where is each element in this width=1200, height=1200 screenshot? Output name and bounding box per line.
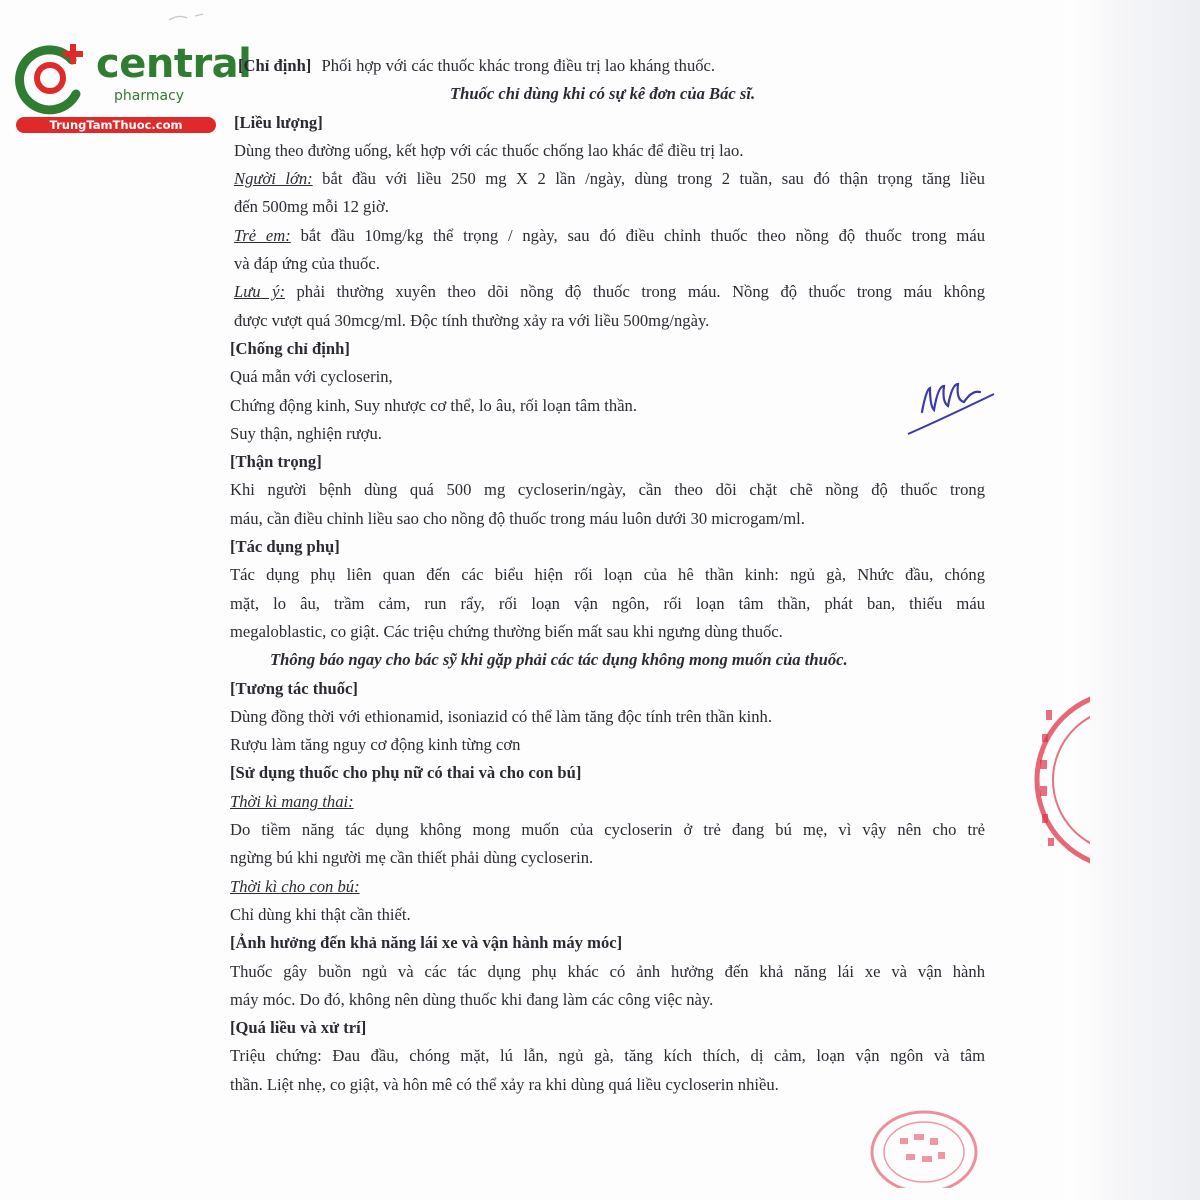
scan-speck-mark xyxy=(165,8,215,26)
than-trong-text: Khi người bệnh dùng quá 500 mg cycloserin/ngày, cần theo dõi chặt chẽ nồng độ thuốc trong xyxy=(230,480,985,500)
tre-em-label: Trẻ em: xyxy=(234,225,291,245)
tuong-tac-item: Rượu làm tăng nguy cơ động kinh từng cơn xyxy=(230,735,521,755)
phu-nu-heading: [Sử dụng thuốc cho phụ nữ có thai và cho con bú] xyxy=(230,763,582,783)
luu-y-text: phải thường xuyên theo dõi nồng độ thuốc trong máu. Nồng độ thuốc trong máu không xyxy=(296,282,986,302)
lai-xe-text-2: máy móc. Do đó, không nên dùng thuốc khi đang làm các công việc này. xyxy=(230,989,714,1009)
central-pharmacy-logo[interactable] xyxy=(10,38,252,138)
than-trong-heading: [Thận trọng] xyxy=(230,452,322,472)
page-edge-shade xyxy=(1065,0,1200,1200)
nguoi-lon-text-2: đến 500mg mỗi 12 giờ. xyxy=(234,197,389,217)
logo-site-link[interactable]: TrungTamThuoc.com xyxy=(16,117,216,133)
tuong-tac-item: Dùng đồng thời với ethionamid, isoniazid có thể làm tăng độc tính trên thần kinh. xyxy=(230,706,773,726)
chong-chi-dinh-heading: [Chống chỉ định] xyxy=(230,338,350,358)
tac-dung-phu-text: Tác dụng phụ liên quan đến các biểu hiện rối loạn của hê thần kinh: ngủ gà, Nhức đầu, chóng xyxy=(230,565,985,585)
qua-lieu-text: Triệu chứng: Đau đầu, chóng mặt, lú lẫn, ngủ gà, tăng kích thích, dị cảm, loạn vận ngôn và tâm xyxy=(230,1046,985,1066)
lai-xe-heading: [Ảnh hưởng đến khả năng lái xe và vận hành máy móc] xyxy=(230,933,623,953)
mang-thai-text: Do tiềm năng tác dụng không mong muốn của cycloserin ở trẻ đang bú mẹ, vì vậy nên cho trẻ xyxy=(230,820,985,840)
cho-con-bu-label-text: Thời kì cho con bú: xyxy=(230,876,360,896)
lieu-luong-heading: [Liều lượng] xyxy=(234,112,323,132)
chi-dinh-line xyxy=(230,52,985,80)
tre-em-text: bắt đầu 10mg/kg thể trọng / ngày, sau đó điều chỉnh thuốc theo nồng độ thuốc trong máu xyxy=(300,225,985,245)
tac-dung-phu-heading: [Tác dụng phụ] xyxy=(230,537,340,557)
tuong-tac-heading: [Tương tác thuốc] xyxy=(230,678,358,698)
cho-con-bu-text: Chỉ dùng khi thật cần thiết. xyxy=(230,904,411,924)
logo-subtitle: pharmacy xyxy=(114,88,185,104)
nguoi-lon-label: Người lớn: xyxy=(234,169,313,189)
chong-chi-dinh-item: Quá mẫn với cycloserin, xyxy=(230,367,393,387)
nguoi-lon-text: bắt đầu với liều 250 mg X 2 lần /ngày, dùng trong 2 tuần, sau đó thận trọng tăng liều xyxy=(322,169,985,189)
red-stamp-partial xyxy=(1030,690,1090,870)
chi-dinh-text: Phối hợp với các thuốc khác trong điều trị lao kháng thuốc. xyxy=(321,56,716,75)
chong-chi-dinh-item: Suy thận, nghiện rượu. xyxy=(230,423,382,443)
logo-c-cross-icon xyxy=(10,38,92,120)
mang-thai-label xyxy=(230,788,985,816)
mang-thai-text-2: ngừng bú khi người mẹ cần thiết phải dùng cycloserin. xyxy=(230,848,594,868)
chi-dinh-label: [Chỉ định] xyxy=(238,56,312,75)
qua-lieu-text-2: thần. Liệt nhẹ, co giật, và hôn mê có thể xảy ra khi dùng quá liều cycloserin nhiều. xyxy=(230,1074,779,1094)
tac-dung-phu-text-3: megaloblastic, co giật. Các triệu chứng thường biến mất sau khi ngưng dùng thuốc. xyxy=(230,621,783,641)
tac-dung-phu-text-2: mặt, lo âu, trầm cảm, run rẩy, rối loạn vận ngôn, rối loạn tâm thần, phát ban, thiếu máu xyxy=(230,593,985,613)
prescription-note: Thuốc chỉ dùng khi có sự kê đơn của Bác sĩ. xyxy=(450,84,756,104)
leaflet-text xyxy=(230,52,985,1099)
chong-chi-dinh-item: Chứng động kinh, Suy nhược cơ thể, lo âu, rối loạn tâm thần. xyxy=(230,395,638,415)
than-trong-text-2: máu, cần điều chỉnh liều sao cho nồng độ thuốc trong máu luôn dưới 30 microgam/ml. xyxy=(230,508,805,528)
adverse-effects-note: Thông báo ngay cho bác sỹ khi gặp phải các tác dụng không mong muốn của thuốc. xyxy=(270,650,848,670)
cho-con-bu-label xyxy=(230,873,985,901)
nguoi-lon-line xyxy=(230,165,985,193)
lieu-luong-line: Dùng theo đường uống, kết hợp với các thuốc chống lao khác để điều trị lao. xyxy=(234,140,744,160)
tre-em-text-2: và đáp ứng của thuốc. xyxy=(234,254,380,274)
luu-y-label: Lưu ý: xyxy=(234,282,285,302)
tre-em-line xyxy=(230,222,985,250)
signature-mark xyxy=(900,372,1000,442)
qua-lieu-heading: [Quá liều và xử trí] xyxy=(230,1018,367,1038)
luu-y-line xyxy=(230,278,985,306)
lai-xe-text: Thuốc gây buồn ngủ và các tác dụng phụ khác có ảnh hưởng đến khả năng lái xe và vận hành xyxy=(230,961,985,981)
red-seal-stamp xyxy=(860,1108,980,1188)
mang-thai-label-text: Thời kì mang thai: xyxy=(230,791,354,811)
logo-name: central xyxy=(96,41,252,87)
luu-y-text-2: được vượt quá 30mcg/ml. Độc tính thường xảy ra với liều 500mg/ngày. xyxy=(234,310,710,330)
